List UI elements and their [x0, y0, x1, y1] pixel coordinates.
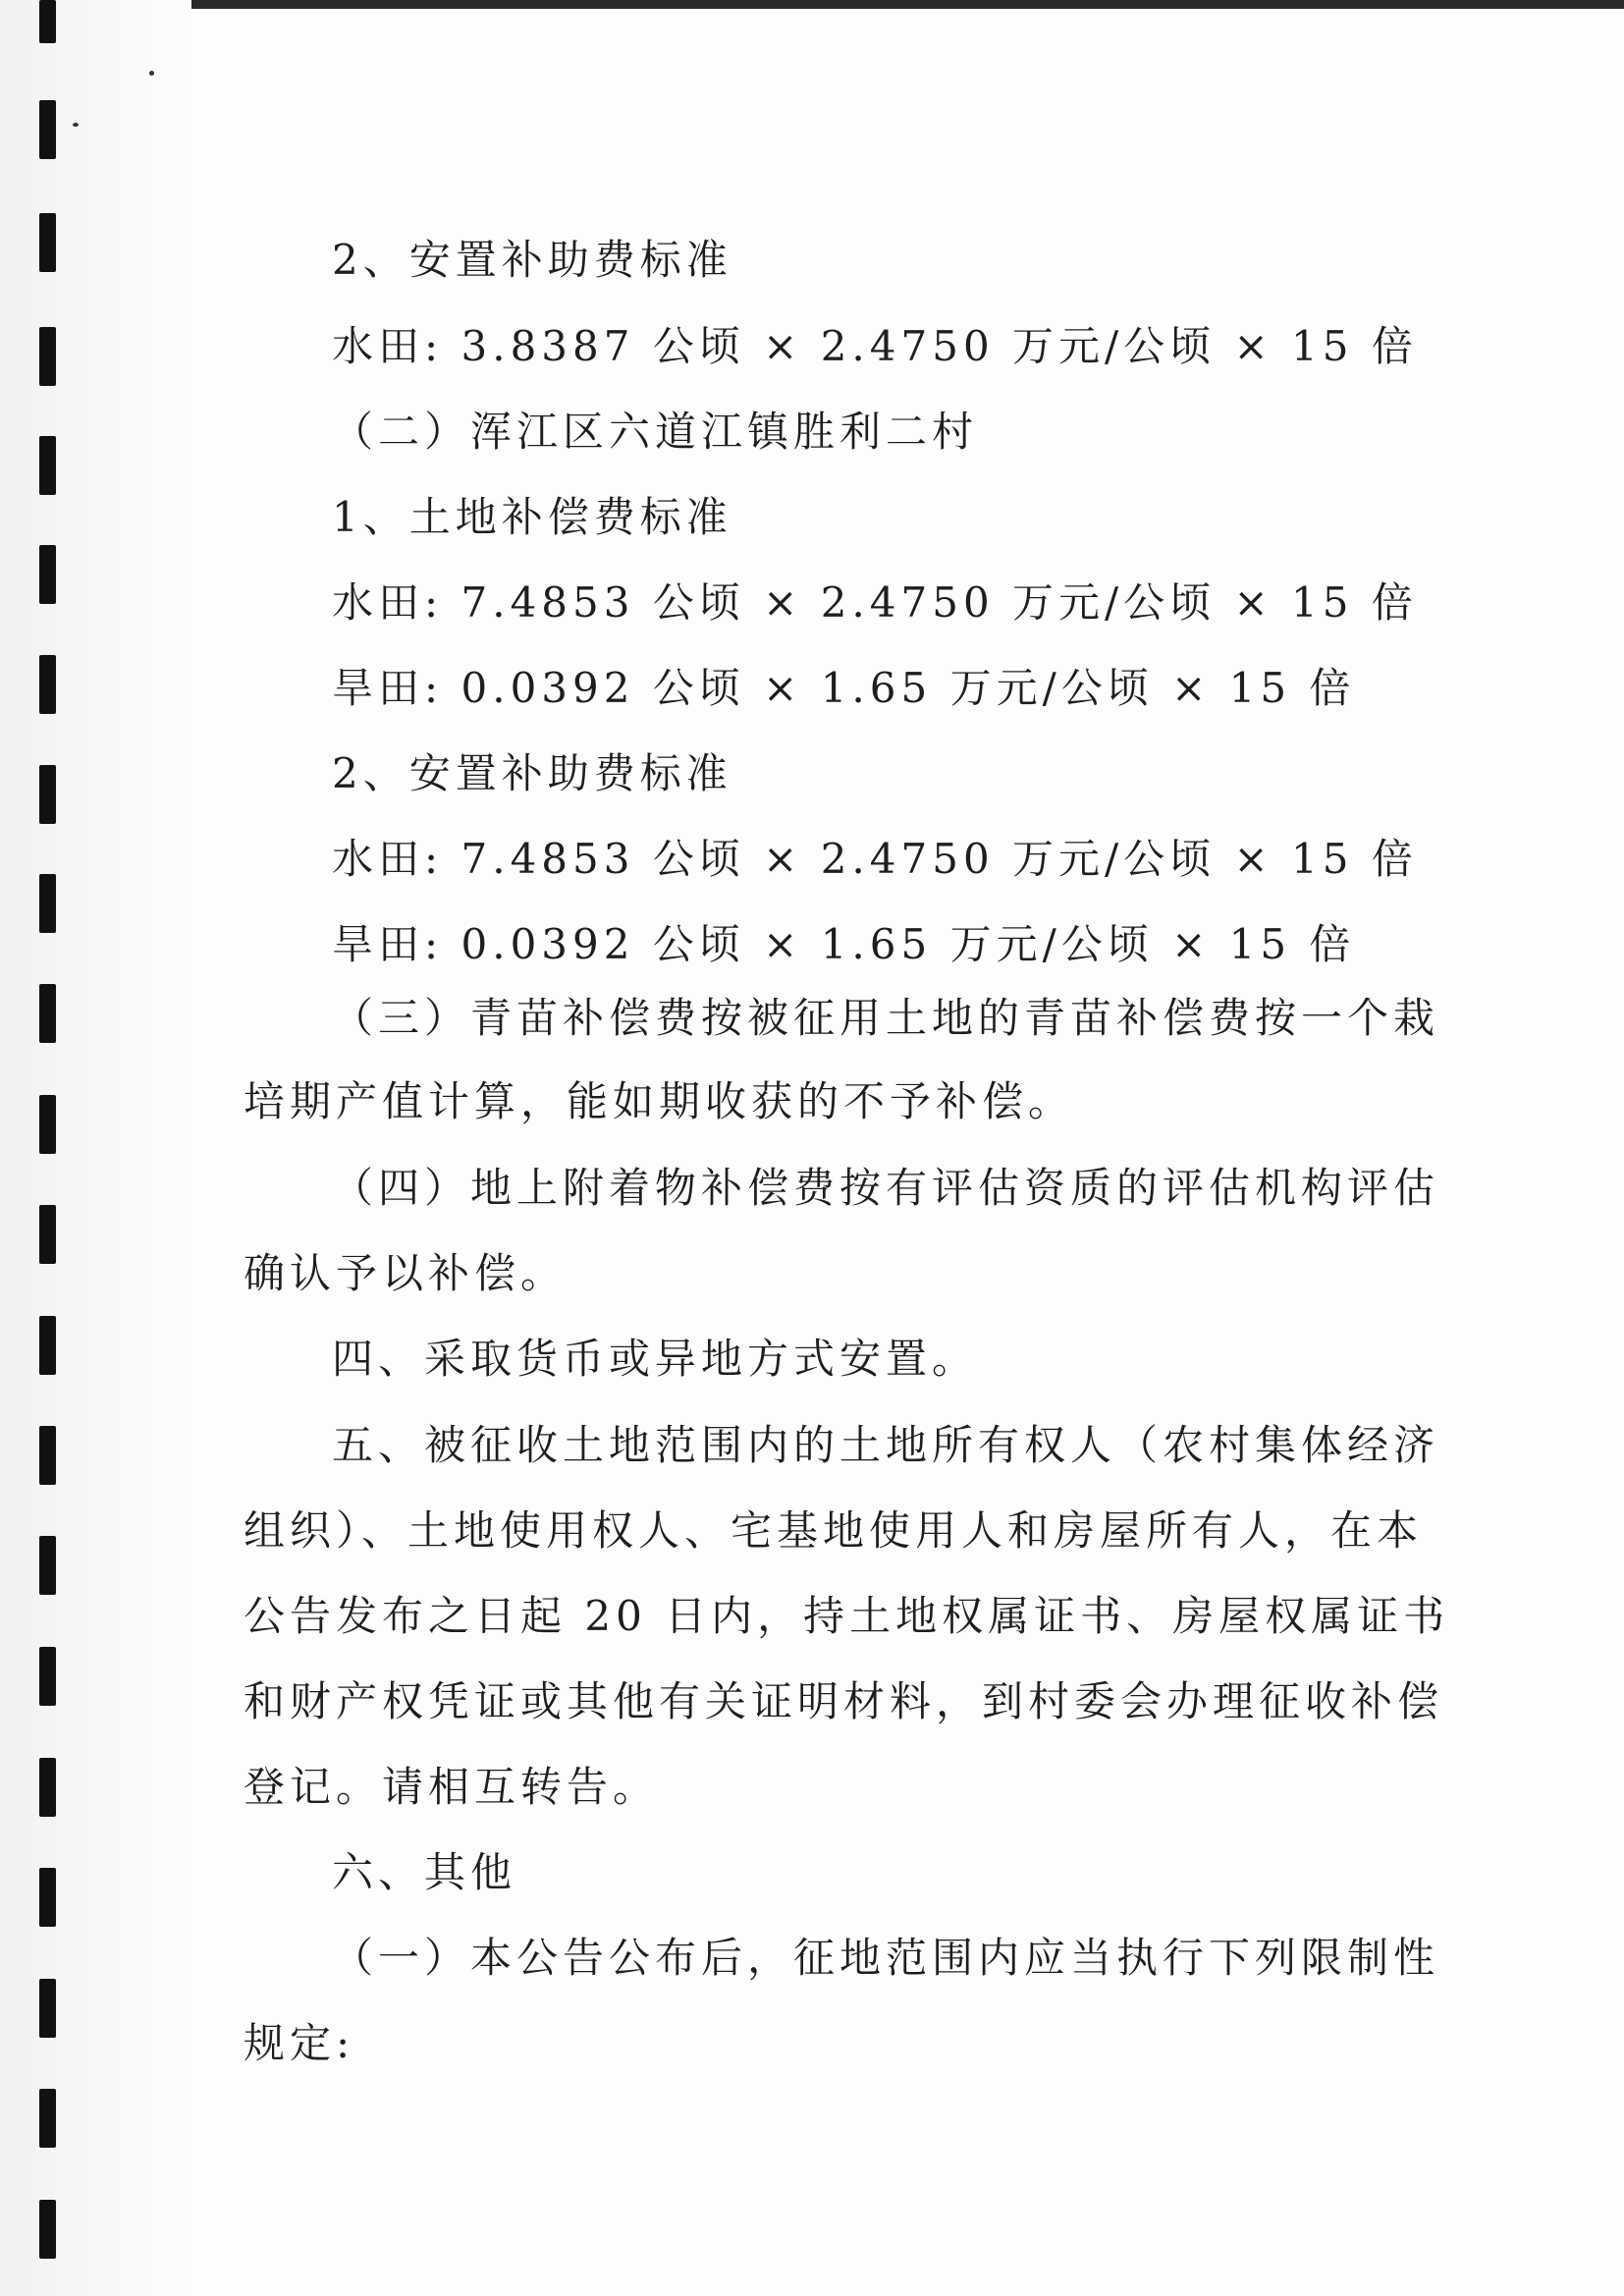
binding-mark: [39, 545, 56, 604]
binding-mark: [39, 0, 56, 43]
binding-mark: [39, 1205, 56, 1264]
binding-mark: [39, 1979, 56, 2038]
subsection-heading: 2、安置补助费标准: [332, 236, 732, 284]
paragraph-line: 组织）、土地使用权人、宅基地使用人和房屋所有人，在本: [244, 1506, 1424, 1555]
binding-mark: [39, 1536, 56, 1595]
paragraph-line: 五、被征收土地范围内的土地所有权人（农村集体经济: [332, 1421, 1440, 1469]
scan-speck: [149, 71, 154, 76]
paragraph-line: 公告发布之日起 20 日内，持土地权属证书、房屋权属证书: [244, 1592, 1450, 1640]
paragraph-line: 培期产值计算，能如期收获的不予补偿。: [244, 1077, 1075, 1125]
binding-mark: [39, 1758, 56, 1817]
binding-mark: [39, 327, 56, 386]
scan-top-edge: [0, 0, 1624, 9]
paragraph-line: （四）地上附着物补偿费按有评估资质的评估机构评估: [332, 1164, 1440, 1212]
binding-mark: [39, 1095, 56, 1154]
binding-mark: [39, 765, 56, 824]
scan-speck: [73, 123, 79, 127]
binding-holes: [0, 0, 88, 2296]
section-heading: 六、其他: [332, 1848, 517, 1896]
binding-mark: [39, 436, 56, 495]
section-heading: 四、采取货币或异地方式安置。: [332, 1335, 979, 1383]
binding-mark: [39, 1647, 56, 1706]
paragraph-line: 确认予以补偿。: [244, 1249, 568, 1297]
subsection-heading: 1、土地补偿费标准: [332, 493, 732, 541]
calculation-line: 旱田: 0.0392 公顷 × 1.65 万元/公顷 × 15 倍: [332, 920, 1356, 968]
paragraph-line: 规定:: [244, 2019, 355, 2067]
paragraph-line: 登记。请相互转告。: [244, 1763, 660, 1811]
binding-mark: [39, 213, 56, 272]
binding-mark: [39, 874, 56, 933]
subsection-heading: 2、安置补助费标准: [332, 749, 732, 797]
calculation-line: 水田: 7.4853 公顷 × 2.4750 万元/公顷 × 15 倍: [332, 835, 1418, 883]
binding-mark: [39, 2089, 56, 2148]
binding-mark: [39, 1316, 56, 1375]
paragraph-line: （一）本公告公布后，征地范围内应当执行下列限制性: [332, 1934, 1440, 1982]
calculation-line: 水田: 3.8387 公顷 × 2.4750 万元/公顷 × 15 倍: [332, 322, 1418, 370]
paragraph-line: 和财产权凭证或其他有关证明材料，到村委会办理征收补偿: [244, 1677, 1444, 1725]
paragraph-line: （三）青苗补偿费按被征用土地的青苗补偿费按一个栽: [332, 994, 1440, 1042]
calculation-line: 水田: 7.4853 公顷 × 2.4750 万元/公顷 × 15 倍: [332, 578, 1418, 627]
calculation-line: 旱田: 0.0392 公顷 × 1.65 万元/公顷 × 15 倍: [332, 664, 1356, 712]
binding-mark: [39, 655, 56, 714]
binding-mark: [39, 1426, 56, 1485]
binding-mark: [39, 2200, 56, 2259]
binding-mark: [39, 984, 56, 1043]
village-heading: （二）浑江区六道江镇胜利二村: [332, 408, 979, 456]
binding-mark: [39, 1868, 56, 1927]
binding-mark: [39, 100, 56, 159]
